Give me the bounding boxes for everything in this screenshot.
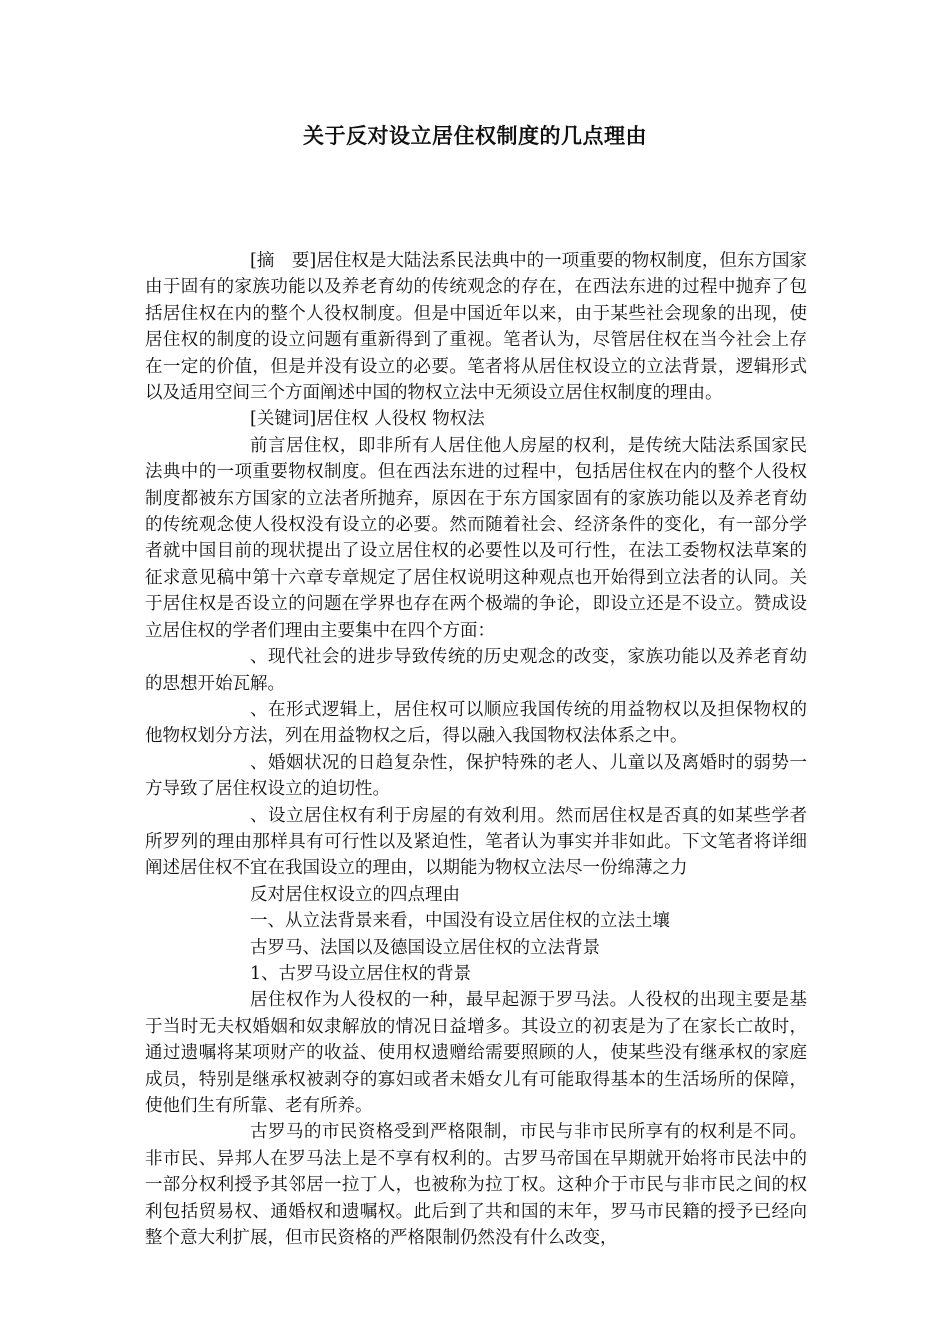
section-heading: 反对居住权设立的四点理由 bbox=[250, 884, 460, 905]
citizenship-paragraph: 古罗马的市民资格受到严格限制，市民与非市民所享有的权利是不同。非市民、异邦人在罗马法上是不享有权利的。古罗马帝国在早期就开始将市民法中的一部分权利授予其邻居一拉丁人，也被称为拉丁权。这种介于市民与非市民之间的权利包括贸易权、通婚权和遗嘱权。此后到了共和国的末年，罗马市民籍的授予已经向整个意大利扩展，但市民资格的严格限制仍然没有什么改变， bbox=[145, 1122, 807, 1249]
keywords-paragraph: [关键词]居住权 人役权 物权法 bbox=[250, 409, 485, 430]
subsection-heading-1: 一、从立法背景来看，中国没有设立居住权的立法土壤 bbox=[250, 911, 670, 932]
subsection-heading-3: 1、古罗马设立居住权的背景 bbox=[250, 963, 472, 984]
argument-paragraph-2: 、在形式逻辑上，居住权可以顺应我国传统的用益物权以及担保物权的他物权划分方法，列在用益物权之后，得以融入我国物权法体系之中。 bbox=[145, 699, 807, 747]
argument-paragraph-4: 、设立居住权有利于房屋的有效利用。然而居住权是否真的如某些学者所罗列的理由那样具有可行性以及紧迫性，笔者认为事实并非如此。下文笔者将详细阐述居住权不宜在我国设立的理由，以期能为物权立法尽一份绵薄之力 bbox=[145, 805, 807, 879]
argument-paragraph-1: 、现代社会的进步导致传统的历史观念的改变，家族功能以及养老育幼的思想开始瓦解。 bbox=[145, 647, 807, 694]
page-title: 关于反对设立居住权制度的几点理由 bbox=[303, 124, 647, 148]
document-body bbox=[145, 248, 807, 1251]
subsection-heading-2: 古罗马、法国以及德国设立居住权的立法背景 bbox=[250, 937, 600, 958]
rome-background-paragraph: 居住权作为人役权的一种，最早起源于罗马法。人役权的出现主要是基于当时无夫权婚姻和奴隶解放的情况日益增多。其设立的初衷是为了在家长亡故时，通过遗嘱将某项财产的收益、使用权遗赠给需要照顾的人，使某些没有继承权的家庭成员，特别是继承权被剥夺的寡妇或者未婚女儿有可能取得基本的生活场所的保障，使他们生有所靠、老有所养。 bbox=[145, 990, 807, 1116]
preface-paragraph: 前言居住权，即非所有人居住他人房屋的权利，是传统大陆法系国家民法典中的一项重要物权制度。但在西法东进的过程中，包括居住权在内的整个人役权制度都被东方国家的立法者所抛弃，原因在于东方国家固有的家族功能以及养老育幼的传统观念使人役权没有设立的必要。然而随着社会、经济条件的变化，有一部分学者就中国目前的现状提出了设立居住权的必要性以及可行性，在法工委物权法草案的征求意见稿中第十六章专章规定了居住权说明这种观点也开始得到立法者的认同。关于居住权是否设立的问题在学界也存在两个极端的争论，即设立还是不设立。赞成设立居住权的学者们理由主要集中在四个方面： bbox=[145, 435, 807, 641]
argument-paragraph-3: 、婚姻状况的日趋复杂性，保护特殊的老人、儿童以及离婚时的弱势一方导致了居住权设立的迫切性。 bbox=[145, 752, 807, 800]
abstract-paragraph: [摘 要]居住权是大陆法系民法典中的一项重要的物权制度，但东方国家由于固有的家族功能以及养老育幼的传统观念的存在，在西法东进的过程中抛弃了包括居住权在内的整个人役权制度。但是中国近年以来，由于某些社会现象的出现，使居住权的制度的设立问题有重新得到了重视。笔者认为，尽管居住权在当今社会上存在一定的价值，但是并没有设立的必要。笔者将从居住权设立的立法背景，逻辑形式以及适用空间三个方面阐述中国的物权立法中无须设立居住权制度的理由。 bbox=[145, 251, 807, 404]
